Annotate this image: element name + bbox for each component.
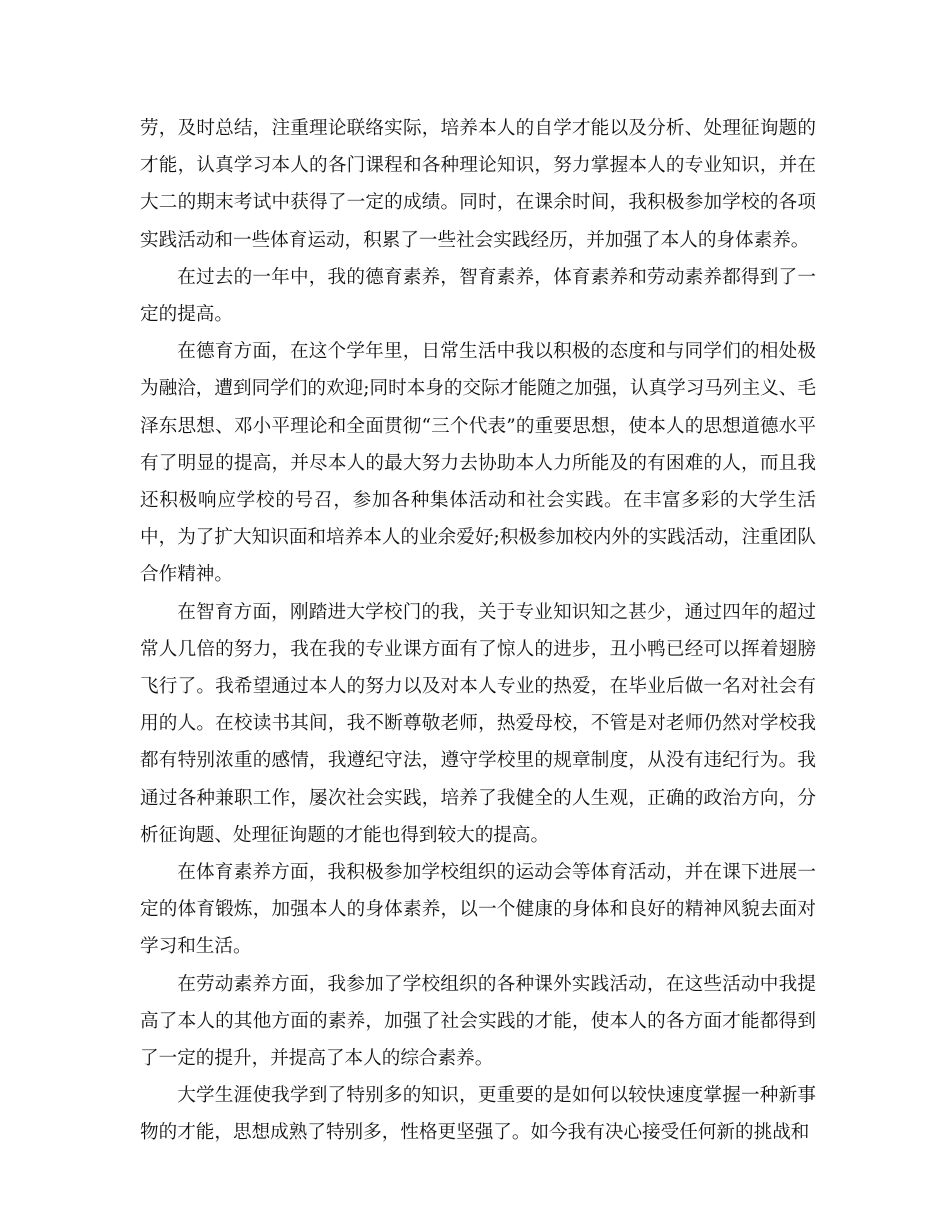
paragraph-overview: 在过去的一年中，我的德育素养，智育素养，体育素养和劳动素养都得到了一定的提高。 bbox=[140, 266, 816, 326]
document-body bbox=[140, 110, 816, 1152]
paragraph-physical: 在体育素养方面，我积极参加学校组织的运动会等体育活动，并在课下进展一定的体育锻炼，加强本人的身体素养，以一个健康的身体和良好的精神风貌去面对学习和生活。 bbox=[140, 862, 816, 958]
paragraph-intellectual: 在智育方面，刚踏进大学校门的我，关于专业知识知之甚少，通过四年的超过常人几倍的努力，我在我的专业课方面有了惊人的进步，丑小鸭已经可以挥着翅膀飞行了。我希望通过本人的努力以及对本人专业的热爱，在毕业后做一名对社会有用的人。在校读书其间，我不断尊敬老师，热爱母校，不管是对老师仍然对学校我都有特别浓重的感情，我遵纪守法，遵守学校里的规章制度，从没有违纪行为。我通过各种兼职工作，屡次社会实践，培养了我健全的人生观，正确的政治方向，分析征询题、处理征询题的才能也得到较大的提高。 bbox=[140, 601, 816, 846]
paragraph-labor: 在劳动素养方面，我参加了学校组织的各种课外实践活动，在这些活动中我提高了本人的其他方面的素养，加强了社会实践的才能，使本人的各方面才能都得到了一定的提升，并提高了本人的综合素养。 bbox=[140, 973, 816, 1070]
paragraph-continuation: 劳，及时总结，注重理论联络实际，培养本人的自学才能以及分析、处理征询题的才能，认真学习本人的各门课程和各种理论知识，努力掌握本人的专业知识，并在大二的期末考试中获得了一定的成绩。同时，在课余时间，我积极参加学校的各项实践活动和一些体育运动，积累了一些社会实践经历，并加强了本人的身体素养。 bbox=[140, 118, 816, 251]
paragraph-conclusion: 大学生涯使我学到了特别多的知识，更重要的是如何以较快速度掌握一种新事物的才能，思想成熟了特别多，性格更坚强了。如今我有决心接受任何新的挑战和 bbox=[140, 1085, 816, 1144]
paragraph-moral: 在德育方面，在这个学年里，日常生活中我以积极的态度和与同学们的相处极为融洽，遭到同学们的欢迎;同时本身的交际才能随之加强，认真学习马列主义、毛泽东思想、邓小平理论和全面贯彻“三个代表”的重要思想，使本人的思想道德水平有了明显的提高，并尽本人的最大努力去协助本人力所能及的有困难的人，而且我还积极响应学校的号召，参加各种集体活动和社会实践。在丰富多彩的大学生活中，为了扩大知识面和培养本人的业余爱好;积极参加校内外的实践活动，注重团队合作精神。 bbox=[140, 341, 816, 586]
